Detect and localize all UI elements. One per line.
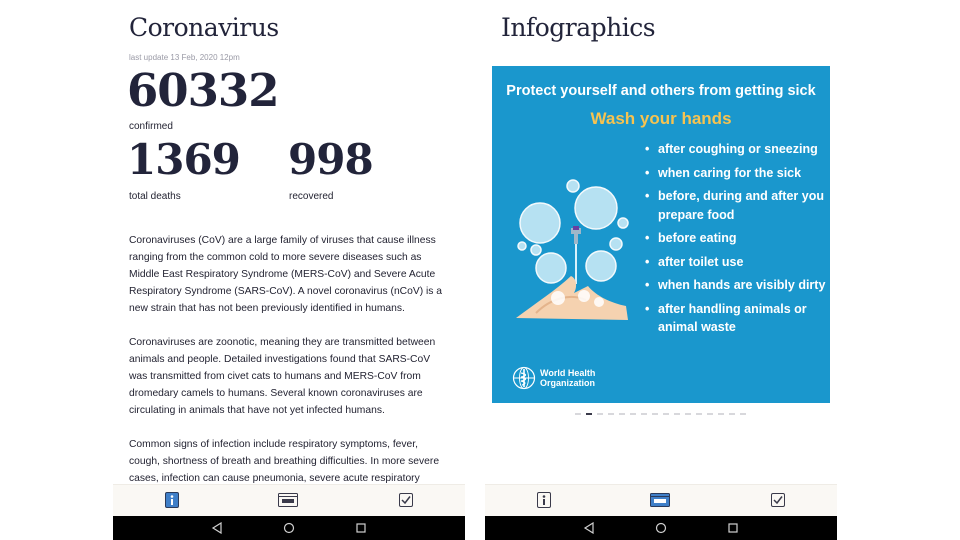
bubble-icon [520, 203, 560, 243]
pager-dot[interactable] [707, 413, 713, 415]
pager-dot[interactable] [630, 413, 636, 415]
pager-dot-active[interactable] [586, 413, 592, 415]
info-icon [165, 492, 179, 508]
infographic-headline: Protect yourself and others from getting sick [506, 83, 816, 99]
checklist-icon [399, 493, 413, 507]
pager-dot[interactable] [718, 413, 724, 415]
hands-icon [516, 276, 628, 320]
pager-dot[interactable] [619, 413, 625, 415]
back-icon [583, 522, 595, 534]
confirmed-count: 60332 [127, 64, 279, 117]
pager-dot[interactable] [641, 413, 647, 415]
recovered-label: recovered [289, 191, 334, 202]
bubble-icon [618, 218, 628, 228]
pager-dot[interactable] [696, 413, 702, 415]
who-logo [512, 366, 595, 390]
pager-dot[interactable] [685, 413, 691, 415]
infographic-subheadline: Wash your hands [590, 109, 732, 128]
bubble-icon [586, 251, 616, 281]
pager-dot[interactable] [740, 413, 746, 415]
page-title: Coronavirus [129, 13, 279, 42]
tip-item: • after coughing or sneezing [642, 140, 827, 159]
handwashing-tips-list [642, 140, 827, 342]
tip-item: • after handling animals or animal waste [642, 300, 827, 337]
bubble-icon [531, 245, 541, 255]
article-text[interactable] [129, 232, 451, 521]
back-icon [211, 522, 223, 534]
nav-home-button[interactable] [281, 520, 297, 536]
pager-dot[interactable] [652, 413, 658, 415]
who-name-line: World Health [540, 368, 596, 378]
pager-dot[interactable] [663, 413, 669, 415]
tab-checklist[interactable] [767, 490, 789, 510]
nav-back-button[interactable] [209, 520, 225, 536]
who-name-line: Organization [540, 378, 596, 388]
tip-item: • when hands are visibly dirty [642, 276, 827, 295]
who-emblem-icon [512, 366, 536, 390]
pager-dot[interactable] [608, 413, 614, 415]
pager-dot[interactable] [575, 413, 581, 415]
bubble-icon [610, 238, 622, 250]
confirmed-label: confirmed [129, 121, 173, 132]
bubble-icon [536, 253, 566, 283]
home-icon [283, 522, 295, 534]
info-icon [537, 492, 551, 508]
article-paragraph: Coronaviruses are zoonotic, meaning they are transmitted between animals and people. Detailed investigations found that SARS-CoV was transmitted from civet cats to humans and MERS-CoV from dromedary camels to humans. Several known coronaviruses are circulating in animals that have not yet infected humans. [129, 337, 436, 416]
tab-info[interactable] [161, 490, 183, 510]
recovered-count: 998 [288, 135, 373, 184]
android-nav-bar [485, 516, 837, 540]
nav-recents-button[interactable] [725, 520, 741, 536]
nav-recents-button[interactable] [353, 520, 369, 536]
bubble-icon [575, 187, 617, 229]
deaths-count: 1369 [127, 135, 240, 184]
tip-item: • before, during and after you prepare food [642, 187, 827, 224]
article-paragraph: Coronaviruses (CoV) are a large family of viruses that cause illness ranging from the common cold to more severe diseases such as Middle East Respiratory Syndrome (MERS-CoV) and Severe Acute Respiratory Syndrome (SARS-CoV). A novel coronavirus (nCoV) is a new strain that has not been previously identified in humans. [129, 235, 443, 314]
handwashing-illustration [516, 178, 636, 328]
bubble-icon [518, 242, 526, 250]
infographics-screen [485, 0, 837, 540]
carousel-pager[interactable] [575, 413, 751, 416]
who-name [540, 368, 595, 388]
tip-item: • before eating [642, 229, 827, 248]
tab-info[interactable] [533, 490, 555, 510]
pager-dot[interactable] [729, 413, 735, 415]
infographic-icon [278, 493, 298, 507]
tab-checklist[interactable] [395, 490, 417, 510]
article-paragraph: Common signs of infection include respiratory symptoms, fever, cough, shortness of breath and breathing difficulties. In more severe cases, infection can cause pneumonia, severe acute respiratory [129, 439, 440, 484]
recents-icon [727, 522, 739, 534]
android-nav-bar [113, 516, 465, 540]
recents-icon [355, 522, 367, 534]
tab-infographics[interactable] [277, 490, 299, 510]
tab-infographics[interactable] [649, 490, 671, 510]
tip-item: • when caring for the sick [642, 164, 827, 183]
pager-dot[interactable] [674, 413, 680, 415]
infographic-icon [650, 493, 670, 507]
nav-back-button[interactable] [581, 520, 597, 536]
page-title: Infographics [501, 13, 656, 42]
bottom-tab-bar [485, 484, 837, 516]
checklist-icon [771, 493, 785, 507]
pager-dot[interactable] [597, 413, 603, 415]
home-icon [655, 522, 667, 534]
last-update-text: last update 13 Feb, 2020 12pm [129, 53, 240, 62]
infographic-card[interactable] [492, 66, 830, 403]
tip-item: • after toilet use [642, 253, 827, 272]
deaths-label: total deaths [129, 191, 181, 202]
bubble-icon [567, 180, 579, 192]
coronavirus-screen [113, 0, 465, 540]
bottom-tab-bar [113, 484, 465, 516]
nav-home-button[interactable] [653, 520, 669, 536]
